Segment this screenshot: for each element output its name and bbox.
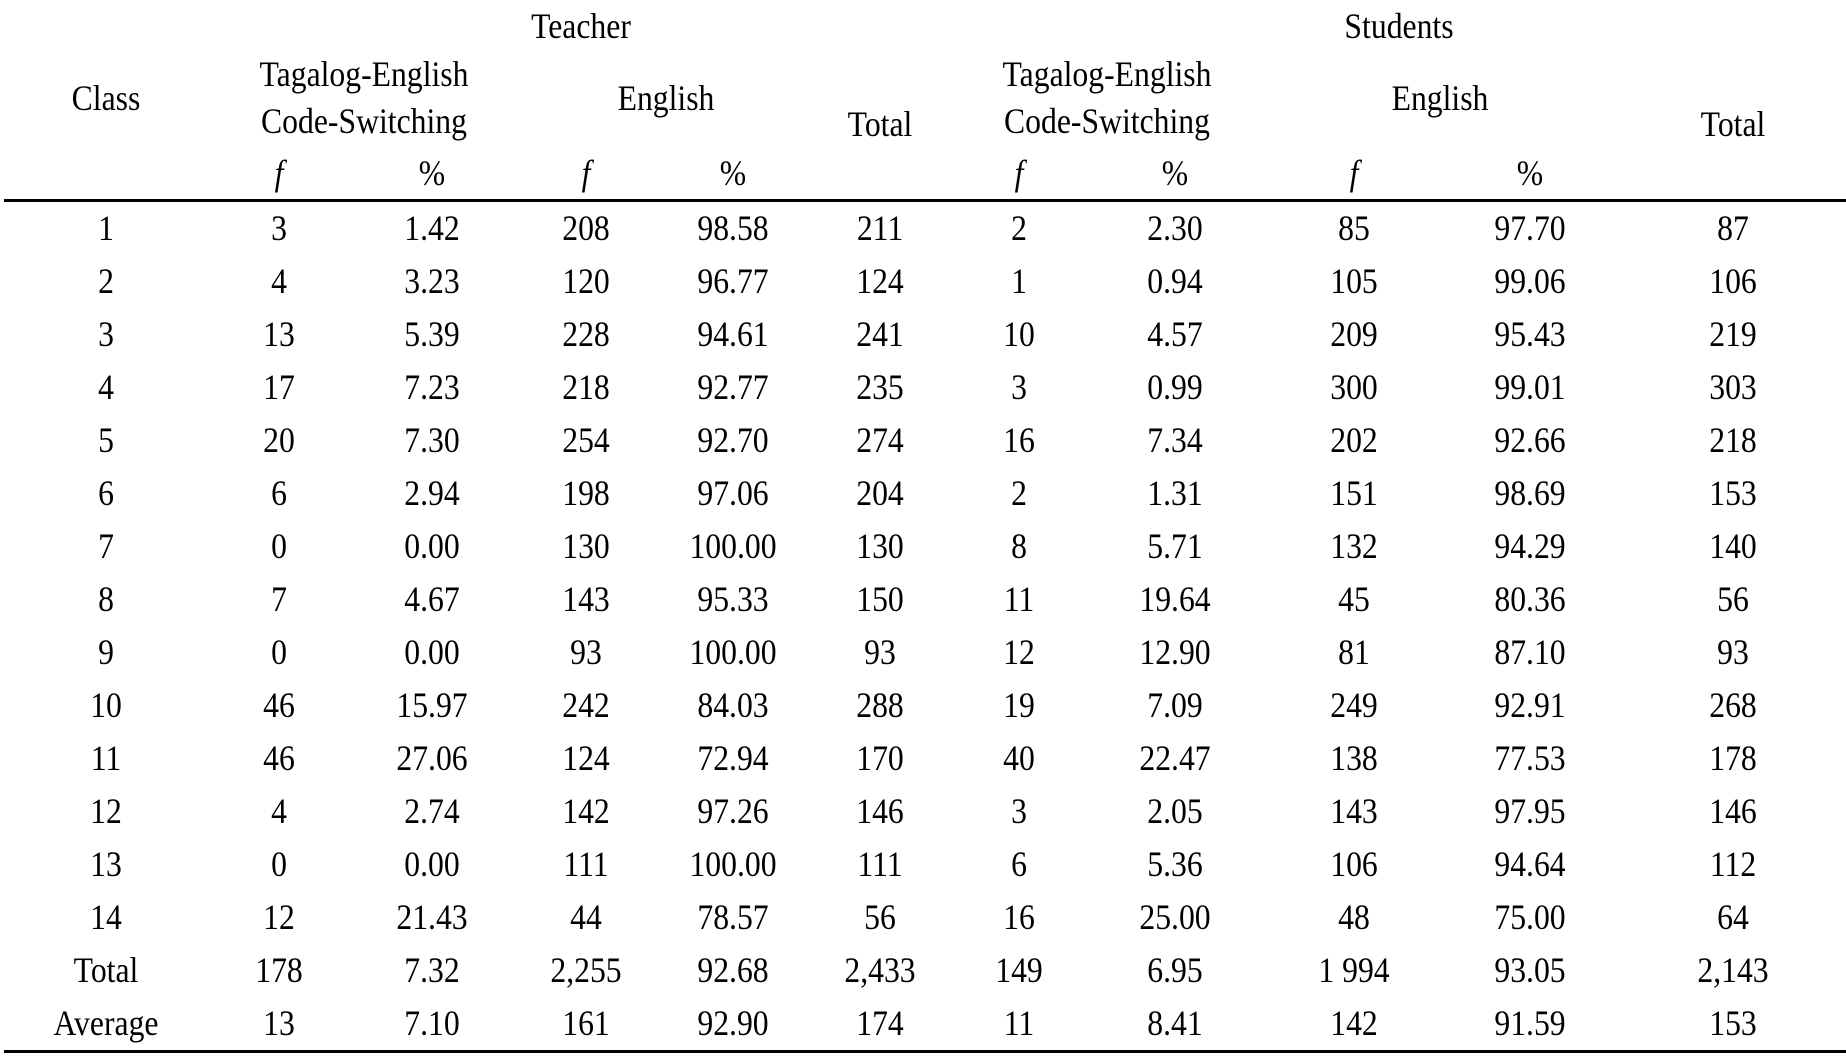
cell-teacher-cs-f: 46 xyxy=(263,685,295,725)
cell-teacher-en-f: 198 xyxy=(562,473,610,513)
cell-students-cs-pct: 12.90 xyxy=(1139,632,1211,672)
cell-students-en-pct: 77.53 xyxy=(1494,738,1566,778)
bottom-rule xyxy=(4,1050,1846,1053)
cell-students-en-f: 300 xyxy=(1330,367,1378,407)
cell-students-cs-f: 2 xyxy=(1011,473,1027,513)
cell-students-en-pct: 87.10 xyxy=(1494,632,1566,672)
cell-teacher-en-f: 130 xyxy=(562,526,610,566)
cell-teacher-total: 235 xyxy=(856,367,904,407)
cell-teacher-total: 130 xyxy=(856,526,904,566)
cell-students-cs-f: 11 xyxy=(1003,1003,1035,1043)
cell-students-cs-f: 6 xyxy=(1011,844,1027,884)
cell-teacher-total: 211 xyxy=(856,208,904,248)
cell-students-en-f: 138 xyxy=(1330,738,1378,778)
cell-teacher-cs-f: 17 xyxy=(263,367,295,407)
cell-students-cs-pct: 1.31 xyxy=(1147,473,1203,513)
cell-students-en-pct: 97.95 xyxy=(1494,791,1566,831)
cell-students-en-f: 106 xyxy=(1330,844,1378,884)
header-f: f xyxy=(1014,153,1024,193)
cell-teacher-cs-f: 13 xyxy=(263,1003,295,1043)
cell-students-cs-pct: 8.41 xyxy=(1147,1003,1203,1043)
header-students: Students xyxy=(1344,6,1454,46)
cell-class: 12 xyxy=(90,791,122,831)
cell-teacher-cs-pct: 7.32 xyxy=(404,950,460,990)
cell-teacher-en-pct: 98.58 xyxy=(697,208,769,248)
cell-class: 9 xyxy=(98,632,114,672)
header-students-english: English xyxy=(1391,78,1489,118)
cell-class: 10 xyxy=(90,685,122,725)
cell-teacher-en-pct: 95.33 xyxy=(697,579,769,619)
cell-teacher-cs-pct: 15.97 xyxy=(396,685,468,725)
cell-students-total: 218 xyxy=(1709,420,1757,460)
cell-teacher-en-f: 208 xyxy=(562,208,610,248)
cell-teacher-total: 124 xyxy=(856,261,904,301)
cell-students-cs-pct: 6.95 xyxy=(1147,950,1203,990)
header-f: f xyxy=(274,153,284,193)
header-teacher-codeswitch-2: Code-Switching xyxy=(261,101,467,141)
cell-class: 13 xyxy=(90,844,122,884)
cell-teacher-cs-pct: 3.23 xyxy=(404,261,460,301)
header-class: Class xyxy=(71,78,141,118)
cell-teacher-en-f: 242 xyxy=(562,685,610,725)
cell-class: 3 xyxy=(98,314,114,354)
cell-class: 2 xyxy=(98,261,114,301)
cell-students-cs-f: 149 xyxy=(995,950,1043,990)
cell-teacher-cs-f: 0 xyxy=(271,526,287,566)
cell-teacher-cs-pct: 1.42 xyxy=(404,208,460,248)
header-teacher-codeswitch-1: Tagalog-English xyxy=(259,54,469,94)
cell-teacher-cs-pct: 2.94 xyxy=(404,473,460,513)
cell-students-cs-pct: 25.00 xyxy=(1139,897,1211,937)
cell-teacher-total: 274 xyxy=(856,420,904,460)
cell-students-cs-pct: 19.64 xyxy=(1139,579,1211,619)
cell-teacher-en-f: 124 xyxy=(562,738,610,778)
cell-students-total: 268 xyxy=(1709,685,1757,725)
cell-teacher-en-pct: 84.03 xyxy=(697,685,769,725)
cell-teacher-en-f: 2,255 xyxy=(550,950,622,990)
cell-students-cs-f: 2 xyxy=(1011,208,1027,248)
cell-class: 11 xyxy=(90,738,122,778)
cell-teacher-total: 150 xyxy=(856,579,904,619)
cell-teacher-en-pct: 92.68 xyxy=(697,950,769,990)
cell-teacher-en-f: 93 xyxy=(570,632,602,672)
cell-students-total: 93 xyxy=(1717,632,1749,672)
cell-teacher-total: 174 xyxy=(856,1003,904,1043)
cell-students-en-f: 151 xyxy=(1330,473,1378,513)
cell-teacher-total: 204 xyxy=(856,473,904,513)
header-pct: % xyxy=(719,153,747,193)
cell-students-cs-f: 1 xyxy=(1011,261,1027,301)
cell-students-total: 178 xyxy=(1709,738,1757,778)
cell-teacher-en-pct: 92.70 xyxy=(697,420,769,460)
cell-teacher-cs-f: 4 xyxy=(271,261,287,301)
cell-teacher-total: 111 xyxy=(857,844,903,884)
cell-teacher-cs-pct: 4.67 xyxy=(404,579,460,619)
header-f: f xyxy=(1349,153,1359,193)
cell-students-en-f: 132 xyxy=(1330,526,1378,566)
header-teacher-total: Total xyxy=(847,104,913,144)
cell-class: 8 xyxy=(98,579,114,619)
cell-teacher-en-f: 228 xyxy=(562,314,610,354)
header-teacher: Teacher xyxy=(531,6,631,46)
cell-teacher-en-pct: 78.57 xyxy=(697,897,769,937)
cell-teacher-cs-f: 12 xyxy=(263,897,295,937)
cell-students-en-pct: 93.05 xyxy=(1494,950,1566,990)
cell-teacher-cs-f: 0 xyxy=(271,632,287,672)
cell-teacher-cs-pct: 0.00 xyxy=(404,526,460,566)
cell-students-cs-pct: 5.36 xyxy=(1147,844,1203,884)
cell-students-cs-f: 12 xyxy=(1003,632,1035,672)
cell-students-total: 112 xyxy=(1709,844,1757,884)
cell-students-cs-f: 8 xyxy=(1011,526,1027,566)
cell-students-en-pct: 98.69 xyxy=(1494,473,1566,513)
cell-students-en-pct: 92.66 xyxy=(1494,420,1566,460)
cell-students-cs-pct: 4.57 xyxy=(1147,314,1203,354)
cell-teacher-cs-f: 0 xyxy=(271,844,287,884)
cell-teacher-total: 93 xyxy=(864,632,896,672)
cell-students-en-pct: 99.01 xyxy=(1494,367,1566,407)
cell-students-en-pct: 75.00 xyxy=(1494,897,1566,937)
cell-teacher-en-pct: 94.61 xyxy=(697,314,769,354)
cell-students-en-pct: 91.59 xyxy=(1494,1003,1566,1043)
cell-students-total: 87 xyxy=(1717,208,1749,248)
cell-students-total: 2,143 xyxy=(1697,950,1769,990)
cell-class: 5 xyxy=(98,420,114,460)
cell-teacher-cs-f: 13 xyxy=(263,314,295,354)
cell-teacher-total: 288 xyxy=(856,685,904,725)
cell-teacher-en-f: 254 xyxy=(562,420,610,460)
cell-students-total: 106 xyxy=(1709,261,1757,301)
cell-students-total: 153 xyxy=(1709,473,1757,513)
cell-teacher-cs-f: 4 xyxy=(271,791,287,831)
cell-students-en-f: 105 xyxy=(1330,261,1378,301)
cell-students-en-f: 45 xyxy=(1338,579,1370,619)
cell-students-cs-f: 19 xyxy=(1003,685,1035,725)
top-rule xyxy=(4,199,1846,202)
cell-teacher-en-pct: 72.94 xyxy=(697,738,769,778)
cell-students-total: 64 xyxy=(1717,897,1749,937)
cell-students-total: 146 xyxy=(1709,791,1757,831)
cell-teacher-cs-pct: 2.74 xyxy=(404,791,460,831)
cell-teacher-cs-f: 6 xyxy=(271,473,287,513)
cell-teacher-cs-pct: 27.06 xyxy=(396,738,468,778)
cell-teacher-en-f: 120 xyxy=(562,261,610,301)
cell-teacher-en-pct: 100.00 xyxy=(689,526,777,566)
cell-class: Total xyxy=(73,950,139,990)
cell-students-en-f: 249 xyxy=(1330,685,1378,725)
cell-teacher-en-f: 143 xyxy=(562,579,610,619)
cell-class: 14 xyxy=(90,897,122,937)
cell-teacher-cs-pct: 21.43 xyxy=(396,897,468,937)
cell-students-cs-pct: 5.71 xyxy=(1147,526,1203,566)
header-pct: % xyxy=(1161,153,1189,193)
cell-teacher-en-f: 161 xyxy=(562,1003,610,1043)
header-f: f xyxy=(581,153,591,193)
cell-teacher-cs-pct: 0.00 xyxy=(404,844,460,884)
header-students-codeswitch-1: Tagalog-English xyxy=(1002,54,1212,94)
cell-students-en-f: 48 xyxy=(1338,897,1370,937)
header-teacher-english: English xyxy=(617,78,715,118)
cell-students-cs-pct: 7.34 xyxy=(1147,420,1203,460)
cell-teacher-en-pct: 96.77 xyxy=(697,261,769,301)
cell-students-en-f: 81 xyxy=(1338,632,1370,672)
header-students-total: Total xyxy=(1700,104,1766,144)
cell-students-en-pct: 92.91 xyxy=(1494,685,1566,725)
cell-teacher-total: 146 xyxy=(856,791,904,831)
cell-students-en-pct: 95.43 xyxy=(1494,314,1566,354)
cell-students-total: 153 xyxy=(1709,1003,1757,1043)
cell-teacher-cs-pct: 7.23 xyxy=(404,367,460,407)
cell-students-en-pct: 80.36 xyxy=(1494,579,1566,619)
cell-teacher-cs-f: 20 xyxy=(263,420,295,460)
cell-students-cs-f: 16 xyxy=(1003,897,1035,937)
cell-teacher-cs-pct: 7.10 xyxy=(404,1003,460,1043)
cell-teacher-cs-pct: 0.00 xyxy=(404,632,460,672)
cell-students-en-f: 142 xyxy=(1330,1003,1378,1043)
cell-teacher-en-f: 111 xyxy=(563,844,609,884)
header-pct: % xyxy=(1516,153,1544,193)
cell-teacher-en-pct: 97.26 xyxy=(697,791,769,831)
cell-students-cs-f: 10 xyxy=(1003,314,1035,354)
cell-students-en-pct: 94.29 xyxy=(1494,526,1566,566)
cell-class: Average xyxy=(53,1003,159,1043)
cell-students-cs-pct: 22.47 xyxy=(1139,738,1211,778)
cell-teacher-en-pct: 100.00 xyxy=(689,632,777,672)
cell-students-en-f: 85 xyxy=(1338,208,1370,248)
cell-teacher-cs-f: 7 xyxy=(271,579,287,619)
cell-students-cs-f: 3 xyxy=(1011,367,1027,407)
cell-teacher-total: 2,433 xyxy=(844,950,916,990)
cell-students-cs-f: 11 xyxy=(1003,579,1035,619)
cell-teacher-cs-f: 178 xyxy=(255,950,303,990)
cell-class: 1 xyxy=(98,208,114,248)
cell-students-en-f: 202 xyxy=(1330,420,1378,460)
cell-students-total: 303 xyxy=(1709,367,1757,407)
cell-teacher-en-pct: 97.06 xyxy=(697,473,769,513)
cell-students-total: 219 xyxy=(1709,314,1757,354)
cell-students-cs-pct: 0.99 xyxy=(1147,367,1203,407)
cell-students-total: 140 xyxy=(1709,526,1757,566)
cell-teacher-en-f: 44 xyxy=(570,897,602,937)
cell-students-en-pct: 94.64 xyxy=(1494,844,1566,884)
cell-students-total: 56 xyxy=(1717,579,1749,619)
cell-students-en-f: 1 994 xyxy=(1318,950,1390,990)
cell-students-en-pct: 99.06 xyxy=(1494,261,1566,301)
cell-students-cs-pct: 0.94 xyxy=(1147,261,1203,301)
cell-class: 7 xyxy=(98,526,114,566)
cell-students-cs-pct: 2.30 xyxy=(1147,208,1203,248)
cell-students-cs-pct: 2.05 xyxy=(1147,791,1203,831)
cell-teacher-en-pct: 100.00 xyxy=(689,844,777,884)
cell-students-en-f: 143 xyxy=(1330,791,1378,831)
cell-students-cs-pct: 7.09 xyxy=(1147,685,1203,725)
cell-class: 4 xyxy=(98,367,114,407)
cell-students-cs-f: 40 xyxy=(1003,738,1035,778)
cell-teacher-total: 241 xyxy=(856,314,904,354)
cell-teacher-total: 170 xyxy=(856,738,904,778)
cell-teacher-en-pct: 92.77 xyxy=(697,367,769,407)
cell-teacher-cs-pct: 5.39 xyxy=(404,314,460,354)
cell-teacher-en-pct: 92.90 xyxy=(697,1003,769,1043)
cell-teacher-en-f: 142 xyxy=(562,791,610,831)
header-students-codeswitch-2: Code-Switching xyxy=(1004,101,1210,141)
cell-teacher-en-f: 218 xyxy=(562,367,610,407)
cell-students-cs-f: 16 xyxy=(1003,420,1035,460)
cell-students-cs-f: 3 xyxy=(1011,791,1027,831)
cell-class: 6 xyxy=(98,473,114,513)
cell-teacher-cs-f: 46 xyxy=(263,738,295,778)
header-pct: % xyxy=(418,153,446,193)
cell-students-en-f: 209 xyxy=(1330,314,1378,354)
cell-teacher-cs-pct: 7.30 xyxy=(404,420,460,460)
cell-teacher-total: 56 xyxy=(864,897,896,937)
cell-teacher-cs-f: 3 xyxy=(271,208,287,248)
cell-students-en-pct: 97.70 xyxy=(1494,208,1566,248)
